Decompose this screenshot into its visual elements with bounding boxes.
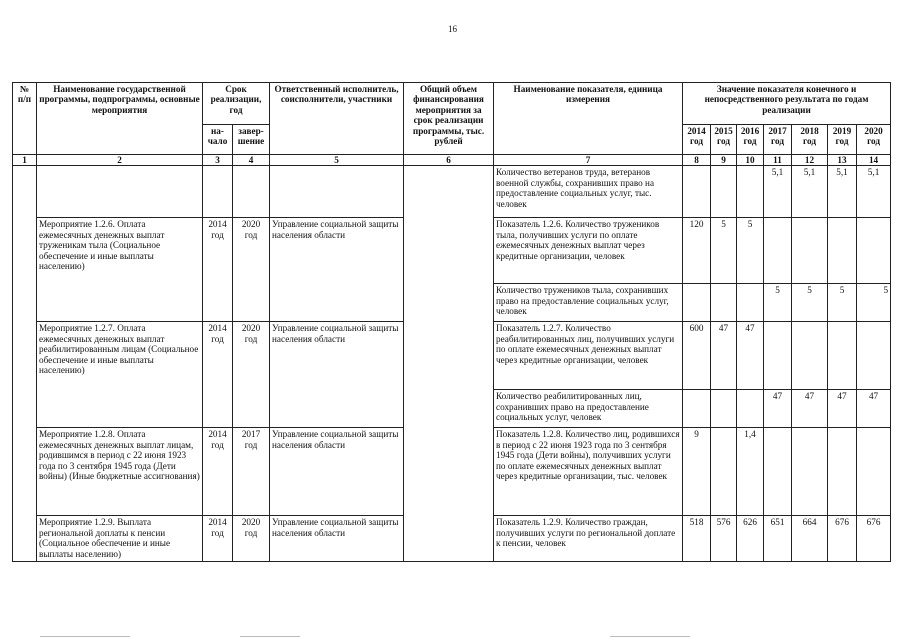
value-cell: [711, 284, 737, 322]
value-cell: [792, 218, 828, 284]
column-number: 5: [270, 155, 404, 166]
end-cell: 2020 год: [233, 516, 270, 562]
value-cell: 9: [683, 428, 711, 516]
column-number: 14: [857, 155, 891, 166]
start-cell: 2014 год: [203, 322, 233, 428]
value-cell: [737, 284, 764, 322]
value-cell: 1,4: [737, 428, 764, 516]
header-year: 2019 год: [828, 125, 857, 155]
value-cell: [737, 390, 764, 428]
header-name: Наименование государственной программы, подпрограммы, основные мероприятия: [37, 83, 203, 155]
value-cell: [857, 428, 891, 516]
end-cell: 2017 год: [233, 428, 270, 516]
indicator-cell: Количество тружеников тыла, сохранивших право на предоставление социальных услуг, человек: [494, 284, 683, 322]
value-cell: [792, 428, 828, 516]
value-cell: 5: [857, 284, 891, 322]
value-cell: 5,1: [857, 166, 891, 218]
value-cell: 47: [792, 390, 828, 428]
value-cell: [711, 428, 737, 516]
value-cell: 47: [737, 322, 764, 390]
header-year: 2015 год: [711, 125, 737, 155]
value-cell: 576: [711, 516, 737, 562]
indicator-cell: Количество реабилитированных лиц, сохранивших право на предоставление социальных услуг, человек: [494, 390, 683, 428]
num-cell: [13, 166, 37, 562]
executor-cell: [270, 166, 404, 218]
scan-artifact: [610, 636, 690, 637]
page-number: 16: [448, 24, 457, 34]
value-cell: [737, 166, 764, 218]
indicator-cell: Количество ветеранов труда, ветеранов военной службы, сохранивших право на предоставление социальных услуг, тыс. человек: [494, 166, 683, 218]
start-cell: 2014 год: [203, 218, 233, 322]
value-cell: 5,1: [828, 166, 857, 218]
value-cell: [764, 218, 792, 284]
value-cell: [857, 322, 891, 390]
start-cell: 2014 год: [203, 428, 233, 516]
value-cell: [792, 322, 828, 390]
column-number: 11: [764, 155, 792, 166]
value-cell: [683, 284, 711, 322]
value-cell: [711, 390, 737, 428]
executor-cell: Управление социальной защиты населения области: [270, 516, 404, 562]
value-cell: [764, 322, 792, 390]
executor-cell: Управление социальной защиты населения области: [270, 428, 404, 516]
value-cell: [828, 428, 857, 516]
column-number: 3: [203, 155, 233, 166]
column-number: 10: [737, 155, 764, 166]
scan-artifact: [240, 636, 300, 637]
value-cell: 651: [764, 516, 792, 562]
value-cell: 5,1: [792, 166, 828, 218]
column-number: 8: [683, 155, 711, 166]
column-number: 9: [711, 155, 737, 166]
header-year: 2020 год: [857, 125, 891, 155]
column-number: 6: [404, 155, 494, 166]
scan-artifact: [40, 636, 130, 637]
value-cell: 47: [828, 390, 857, 428]
value-cell: [764, 428, 792, 516]
value-cell: 676: [857, 516, 891, 562]
value-cell: 626: [737, 516, 764, 562]
name-cell: Мероприятие 1.2.9. Выплата региональной доплаты к пенсии (Социальное обеспечение и иные выплаты населению): [37, 516, 203, 562]
value-cell: 518: [683, 516, 711, 562]
value-cell: [857, 218, 891, 284]
name-cell: Мероприятие 1.2.6. Оплата ежемесячных денежных выплат труженикам тыла (Социальное обеспечение и иные выплаты населению): [37, 218, 203, 322]
header-term-end: завер-шение: [233, 125, 270, 155]
header-term-start: на-чало: [203, 125, 233, 155]
name-cell: Мероприятие 1.2.7. Оплата ежемесячных денежных выплат реабилитированным лицам (Социальное обеспечение и иные выплаты населению): [37, 322, 203, 428]
name-cell: Мероприятие 1.2.8. Оплата ежемесячных денежных выплат лицам, родившимся в период с 22 июня 1923 года по 3 сентября 1945 года (Дети войны) (Иные бюджетные ассигнования): [37, 428, 203, 516]
end-cell: 2020 год: [233, 322, 270, 428]
indicator-cell: Показатель 1.2.8. Количество лиц, родившихся в период с 22 июня 1923 года по 3 сентября 1945 года (Дети войны), получивших услуги по оплате ежемесячных денежных выплат через кредитные организации, тыс. человек: [494, 428, 683, 516]
column-number: 12: [792, 155, 828, 166]
header-volume: Общий объем финансирования мероприятия за срок реализации программы, тыс. рублей: [404, 83, 494, 155]
column-number-row: [13, 155, 891, 166]
value-cell: 5: [737, 218, 764, 284]
table-row: [13, 166, 891, 218]
header-term: Срок реализации, год: [203, 83, 270, 125]
value-cell: 5: [711, 218, 737, 284]
start-cell: [203, 166, 233, 218]
value-cell: [711, 166, 737, 218]
value-cell: 5,1: [764, 166, 792, 218]
indicator-cell: Показатель 1.2.7. Количество реабилитированных лиц, получивших услуги по оплате ежемесячных денежных выплат через кредитные организации, человек: [494, 322, 683, 390]
header-values: Значение показателя конечного и непосредственного результата по годам реализации: [683, 83, 891, 125]
indicator-cell: Показатель 1.2.9. Количество граждан, получивших услуги по региональной доплате к пенсии, человек: [494, 516, 683, 562]
indicator-cell: Показатель 1.2.6. Количество тружеников тыла, получивших услуги по оплате ежемесячных денежных выплат через кредитные организации, человек: [494, 218, 683, 284]
value-cell: 120: [683, 218, 711, 284]
header-year: 2016 год: [737, 125, 764, 155]
value-cell: 47: [857, 390, 891, 428]
column-number: 7: [494, 155, 683, 166]
header-year: 2014 год: [683, 125, 711, 155]
value-cell: 5: [764, 284, 792, 322]
name-cell: [37, 166, 203, 218]
column-number: 13: [828, 155, 857, 166]
value-cell: [683, 166, 711, 218]
value-cell: 600: [683, 322, 711, 390]
header-num: № п/п: [13, 83, 37, 155]
header-indicator: Наименование показателя, единица измерения: [494, 83, 683, 155]
executor-cell: Управление социальной защиты населения области: [270, 218, 404, 322]
column-number: 1: [13, 155, 37, 166]
header-executor: Ответственный исполнитель, соисполнители, участники: [270, 83, 404, 155]
value-cell: [828, 322, 857, 390]
executor-cell: Управление социальной защиты населения области: [270, 322, 404, 428]
value-cell: 47: [764, 390, 792, 428]
value-cell: [683, 390, 711, 428]
value-cell: 47: [711, 322, 737, 390]
start-cell: 2014 год: [203, 516, 233, 562]
value-cell: [828, 218, 857, 284]
end-cell: [233, 166, 270, 218]
end-cell: 2020 год: [233, 218, 270, 322]
column-number: 2: [37, 155, 203, 166]
value-cell: 5: [828, 284, 857, 322]
header-year: 2017 год: [764, 125, 792, 155]
program-table: [12, 82, 891, 562]
volume-cell: [404, 166, 494, 562]
value-cell: 676: [828, 516, 857, 562]
column-number: 4: [233, 155, 270, 166]
value-cell: 664: [792, 516, 828, 562]
header-year: 2018 год: [792, 125, 828, 155]
value-cell: 5: [792, 284, 828, 322]
